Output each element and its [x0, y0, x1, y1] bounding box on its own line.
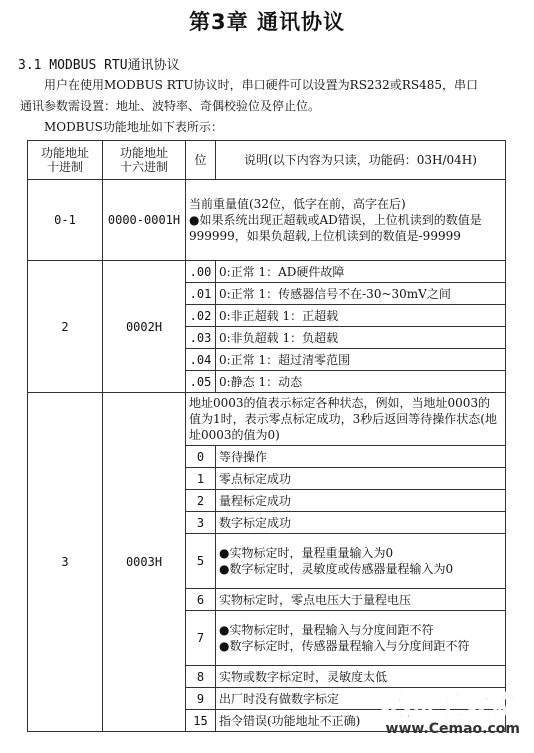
code-desc — [216, 611, 506, 666]
row1-desc-line2: ●如果系统出现正超载或AD错误，上位机读到的数值是999999，如果负超载,上位机读到的数值是-99999 — [189, 213, 482, 243]
table-row — [28, 393, 506, 446]
code-desc-line2: ●数字标定时，传感器量程输入与分度间距不符 — [219, 639, 470, 653]
watermark — [375, 681, 520, 737]
bit-cell: .01 — [186, 283, 216, 305]
row2-hex: 0002H — [103, 261, 186, 393]
code-cell: 5 — [186, 534, 216, 589]
code-cell: 7 — [186, 611, 216, 666]
code-cell: 3 — [186, 512, 216, 534]
row3-intro: 地址0003的值表示标定各种状态，例如，当地址0003的值为1时，表示零点标定成功，3秒后返回等待操作状态(地址0003的值为0) — [186, 393, 506, 446]
table-row — [28, 180, 506, 261]
paragraph-3: MODBUS功能地址如下表所示： — [44, 120, 223, 134]
code-desc: 等待操作 — [216, 446, 506, 468]
bit-desc: 0:非负超载 1：负超载 — [216, 327, 506, 349]
watermark-url: www.Cemao.com — [385, 721, 520, 737]
header-bit: 位 — [186, 141, 216, 180]
table-header-row — [28, 141, 506, 180]
code-desc: 实物标定时，零点电压大于量程电压 — [216, 589, 506, 611]
code-desc-line1: ●实物标定时，量程输入与分度间距不符 — [219, 623, 434, 637]
code-cell: 1 — [186, 468, 216, 490]
code-desc: 量程标定成功 — [216, 490, 506, 512]
code-desc: 指令错误(功能地址不正确) — [216, 710, 506, 732]
code-desc-line2: ●数字标定时，灵敏度或传感器量程输入为0 — [219, 562, 454, 576]
modbus-address-table — [27, 140, 506, 732]
bit-desc: 0:非正超载 1：正超载 — [216, 305, 506, 327]
code-cell: 0 — [186, 446, 216, 468]
bit-cell: .05 — [186, 371, 216, 393]
bit-cell: .04 — [186, 349, 216, 371]
code-desc: 零点标定成功 — [216, 468, 506, 490]
code-cell: 2 — [186, 490, 216, 512]
paragraph-1: 用户在使用MODBUS RTU协议时，串口硬件可以设置为RS232或RS485，串口 — [44, 78, 478, 92]
code-desc-line1: ●实物标定时，量程重量输入为0 — [219, 546, 394, 560]
row1-desc — [186, 180, 506, 261]
header-hex: 功能地址 十六进制 — [103, 141, 186, 180]
row2-dec: 2 — [28, 261, 103, 393]
row3-hex: 0003H — [103, 393, 186, 732]
bit-desc: 0:正常 1：AD硬件故障 — [216, 261, 506, 283]
row1-hex: 0000-0001H — [103, 180, 186, 261]
code-desc: 数字标定成功 — [216, 512, 506, 534]
header-desc: 说明(以下内容为只读，功能码：03H/04H) — [216, 141, 506, 180]
bit-cell: .03 — [186, 327, 216, 349]
bit-desc: 0:正常 1：超过清零范围 — [216, 349, 506, 371]
paragraph-2: 通讯参数需设置：地址、波特率、奇偶校验位及停止位。 — [20, 99, 321, 113]
row3-dec: 3 — [28, 393, 103, 732]
section-heading: 3.1 MODBUS RTU通讯协议 — [18, 58, 180, 73]
bit-cell: .02 — [186, 305, 216, 327]
table-row — [28, 261, 506, 283]
header-dec: 功能地址 十进制 — [28, 141, 103, 180]
watermark-logo-text: 亚洲工业网 — [375, 689, 520, 724]
row1-desc-line1: 当前重量值(32位，低字在前，高字在后) — [189, 197, 406, 211]
code-desc: 实物或数字标定时，灵敏度太低 — [216, 666, 506, 688]
code-desc: 出厂时没有做数字标定 — [216, 688, 506, 710]
row1-dec: 0-1 — [28, 180, 103, 261]
bit-desc: 0:正常 1：传感器信号不在-30~30mV之间 — [216, 283, 506, 305]
code-desc — [216, 534, 506, 589]
chapter-title: 第3章 通讯协议 — [189, 10, 345, 34]
code-cell: 9 — [186, 688, 216, 710]
code-cell: 8 — [186, 666, 216, 688]
code-cell: 15 — [186, 710, 216, 732]
bit-cell: .00 — [186, 261, 216, 283]
bit-desc: 0:静态 1：动态 — [216, 371, 506, 393]
code-cell: 6 — [186, 589, 216, 611]
